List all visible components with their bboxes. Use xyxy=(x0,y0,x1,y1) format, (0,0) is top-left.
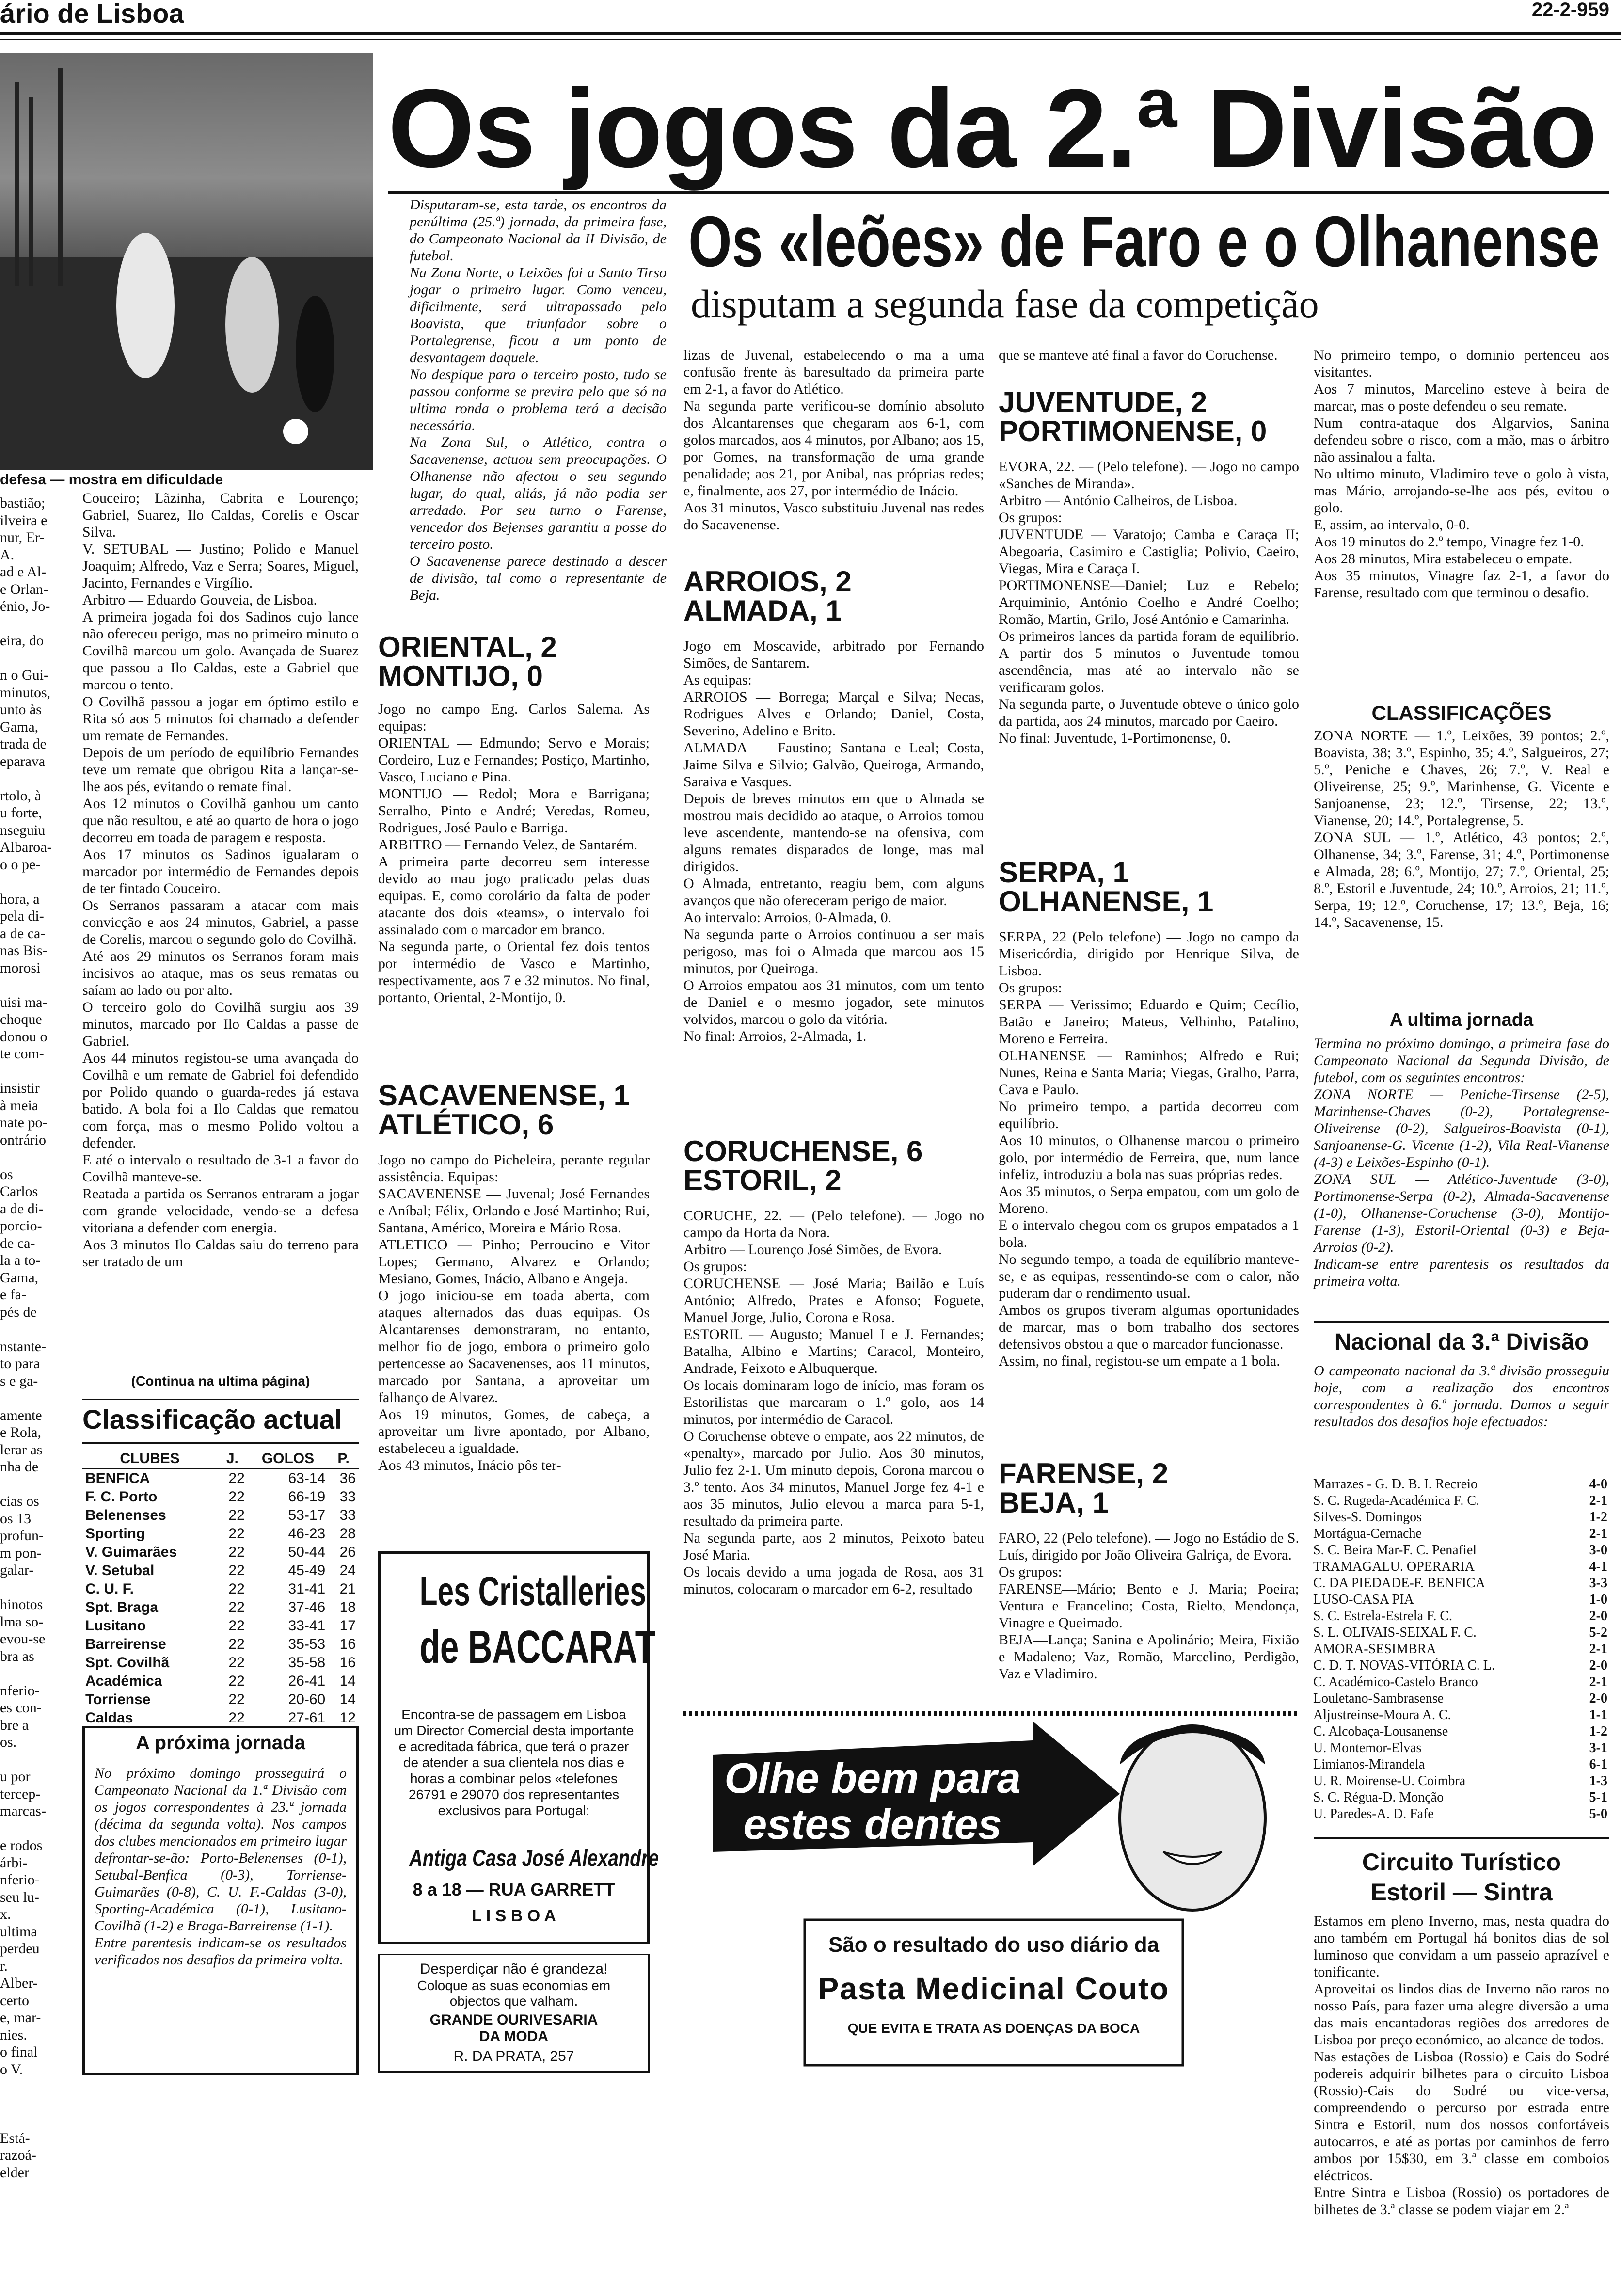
standings-played: 22 xyxy=(228,1581,245,1597)
standings-played: 22 xyxy=(228,1563,245,1578)
farense-continuation: No primeiro tempo, o dominio pertenceu aos visitantes. Aos 7 minutos, Marcelino esteve à beira de marcar, mas o poste defendeu o seu remate. Num contra-ataque dos Algarvios, Sanina defendeu sobre o risco, com a mão, mas o árbitro não assinalou a falta. No ultimo minuto, Vladimiro teve o golo à vista, mas Mário, arrojando-se-lhe aos pés, evitou o golo. E, assim, ao intervalo, 0-0. Aos 19 minutos do 2.º tempo, Vinagre fez 1-0. Aos 28 minutos, Mira estabeleceu o empate. Aos 35 minutos, Vinagre faz 2-1, a favor do Farense, resultado com que terminou o desafio. xyxy=(1314,347,1609,601)
standings-played: 22 xyxy=(228,1655,245,1671)
nacional3-score: 5-0 xyxy=(1589,1806,1607,1821)
oriental-title: ORIENTAL, 2 MONTIJO, 0 xyxy=(378,631,557,692)
standings-club: Barreirense xyxy=(85,1636,166,1652)
arroios-title: ARROIOS, 2 ALMADA, 1 xyxy=(683,565,852,627)
nacional3-match: C. D. T. NOVAS-VITÓRIA C. L. xyxy=(1313,1658,1495,1673)
standings-club: Spt. Covilhã xyxy=(85,1655,170,1671)
couto-brand: Pasta Medicinal Couto xyxy=(818,1971,1170,2006)
standings-header-golos: GOLOS xyxy=(248,1450,328,1469)
standings-goals: 35-58 xyxy=(288,1655,326,1671)
standings-club: Lusitano xyxy=(85,1618,146,1634)
nacional3-score: 1-2 xyxy=(1589,1724,1607,1739)
nacional3-score: 2-0 xyxy=(1589,1658,1607,1673)
atletico-continuation: lizas de Juvenal, estabelecendo o ma a uma confusão frente às baresultado da primeira parte em 2-1, a favor do Atlético. Na segunda parte verificou-se domínio absoluto dos Alcantarenses que chegaram aos 6-1, com golos marcados, aos 4 minutos, por Albano; aos 15, por Gomes, na transformação de uma grande penalidade; aos 21, por Anibal, nas próprias redes; e, finalmente, aos 27, por intermédio de Inácio. Aos 31 minutos, Vasco substituiu Juvenal nas redes do Sacavenense. xyxy=(683,347,984,533)
oriental-text: Jogo no campo Eng. Carlos Salema. As equipas: ORIENTAL — Edmundo; Servo e Morais; Cordeiro, Luz e Fernandes; Postiço, Martinho, Vasco, Luciano e Pina. MONTIJO — Redol; Mora e Barrigana; Serralho, Pinto e André; Veredas, Romeu, Rodrigues, José Paulo e Barriga. ARBITRO — Fernando Velez, de Santarém. A primeira parte decorreu sem interesse devido ao mau jogo praticado pelas duas equipas. E, como corolário da falta de poder atacante dos dois «teams», o intervalo foi assinalado com o marcador em branco. Na segunda parte, o Oriental fez dois tentos por intermédio de Vasco e Martinho, respectivamente, aos 7 e 32 minutos. No final, portanto, Oriental, 2-Montijo, 0. xyxy=(378,701,650,1005)
standings-row xyxy=(82,1654,359,1672)
circuito-text: Estamos em pleno Inverno, mas, nesta quadra do ano também em Portugal há bonitos dias de sol luminoso que convidam a um passeio aprazível e tonificante. Aproveitai os lindos dias de Inverno não raros no nosso País, para fazer uma alegre diversão a uma das mais encantadoras regiões dos arredores de Lisboa por preço económico, ao alcance de todos. Nas estações de Lisboa (Rossio) e Cais do Sodré podereis adquirir bilhetes para o circuito Lisboa (Rossio)-Cais do Sodré ou vice-versa, compreendendo o percurso por estrada entre Sintra e Estoril, num dos nossos confortáveis autocarros, e até as portas por caminhos de ferro ambos por 15$30, em 3.ª classe em comboios eléctricos. Entre Sintra e Lisboa (Rossio) os portadores de bilhetes de 3.ª classe se podem viajar em 2.ª xyxy=(1314,1913,1609,2217)
standings-club: Sporting xyxy=(85,1526,145,1542)
baccarat-hours: 8 a 18 — RUA GARRETT xyxy=(413,1880,615,1899)
ultima-text: Termina no próximo domingo, a primeira fase do Campeonato Nacional da Segunda Divisão, de futebol, com os seguintes encontros: ZONA NORTE — Peniche-Tirsense (2-5), Marinhense-Chaves (0-2), Portalegrense-Oliveirense (0-2), Salgueiros-Boavista (0-1), Sanjoanense-G. Vicente (1-2), Vila Real-Vianense (4-3) e Leixões-Espinho (0-1). ZONA SUL — Atlético-Juventude (3-0), Portimonense-Serpa (0-2), Almada-Sacavenense (1-0), Olhanense-Coruchense (3-0), Montijo-Farense (1-3), Estoril-Oriental (0-3) e Beja-Arroios (0-2). Indicam-se entre parentesis os resultados da primeira volta. xyxy=(1314,1036,1609,1289)
standings-club: V. Setubal xyxy=(85,1563,155,1578)
standings-goals: 35-53 xyxy=(288,1636,326,1652)
coruchense-title: CORUCHENSE, 6 ESTORIL, 2 xyxy=(683,1135,923,1196)
couto-ad-top-rule xyxy=(683,1711,1299,1716)
standings-top-rule xyxy=(82,1399,359,1400)
nacional3-match: AMORA-SESIMBRA xyxy=(1313,1642,1436,1657)
standings-points: 17 xyxy=(339,1618,356,1634)
standings-club: C. U. F. xyxy=(85,1581,134,1597)
baccarat-line2: de BACCARAT xyxy=(419,1621,655,1673)
baccarat-line1: Les Cristalleries xyxy=(419,1568,646,1614)
standings-played: 22 xyxy=(228,1691,245,1707)
standings-played: 22 xyxy=(228,1470,245,1486)
standings-goals: 26-41 xyxy=(288,1673,326,1689)
continua-note: (Continua na ultima página) xyxy=(131,1373,310,1388)
nacional3-match: Marrazes - G. D. B. I. Recreio xyxy=(1313,1477,1478,1492)
serpa-text: SERPA, 22 (Pelo telefone) — Jogo no campo da Misericórdia, dirigido por Henrique Silva, de Lisboa. Os grupos: SERPA — Verissimo; Eduardo e Quim; Cecílio, Batão e Janeiro; Mateus, Velhinho, Patalino, Moreno e Ferreira. OLHANENSE — Raminhos; Alfredo e Rui; Nunes, Reina e Santa Maria; Viegas, Gralho, Parra, Cava e Paulo. No primeiro tempo, a partida decorreu com equilíbrio. Aos 10 minutos, o Olhanense marcou o primeiro golo, por intermédio de Ferreira, que, num lance infeliz, introduziu a bola nas suas próprias redes. Aos 35 minutos, o Serpa empatou, com um golo de Moreno. E o intervalo chegou com os grupos empatados a 1 bola. No segundo tempo, a toada de equilíbrio manteve-se, e as equipas, ressentindo-se com o calor, não puderam dar o rendimento usual. Ambos os grupos tiveram algumas oportunidades de marcar, mas o bom trabalho dos sectores defensivos obstou a que o marcador funcionasse. Assim, no final, registou-se um empate a 1 bola. xyxy=(999,929,1299,1369)
farense-title: FARENSE, 2 BEJA, 1 xyxy=(999,1457,1169,1519)
nacional3-result-row xyxy=(1311,1707,1609,1723)
standings-header-clubes: CLUBES xyxy=(82,1450,217,1469)
standings-played: 22 xyxy=(228,1526,245,1542)
left-edge-column: bastião; ilveira e nur, Er- A. ad e Al- e Orlan- énio, Jo- eira, do n o Gui- minutos, unto às Gama, trada de eparava rtolo, à u forte, nseguiu Albaroa- o o pe- hora, a pela di- a de ca- nas Bis- morosi uisi ma- choque donou o te com- insistir à meia nate po- ontrário os Carlos a de di- porcio- de ca- la a to- Gama, e fa- pés de nstante- to para s e ga- amente e Rola, lerar as nha de cias os os 13 profun- m pon- galar- hinotos lma so- evou-se bra as nferio- es con- bre a os. u por tercep- marcas- e rodos árbi- nferio- seu lu- x. ultima perdeu r. Alber- certo e, mar- nies. o final o V. Está- razoá- elder xyxy=(0,495,52,2181)
standings-row xyxy=(82,1488,359,1506)
title-rule xyxy=(388,191,1609,194)
nacional3-score: 1-0 xyxy=(1589,1592,1607,1607)
ourivesaria-line1: Desperdiçar não é grandeza! xyxy=(420,1961,608,1977)
standings-goals: 27-61 xyxy=(288,1710,326,1726)
juventude-title: JUVENTUDE, 2 PORTIMONENSE, 0 xyxy=(999,386,1267,447)
standings-played: 22 xyxy=(228,1507,245,1523)
match-photo xyxy=(0,53,373,470)
standings-club: Caldas xyxy=(85,1710,133,1726)
nacional3-score: 4-0 xyxy=(1589,1477,1607,1492)
nacional3-score: 2-0 xyxy=(1589,1609,1607,1624)
standings-club: Spt. Braga xyxy=(85,1599,159,1615)
nacional3-match: Louletano-Sambrasense xyxy=(1313,1691,1444,1706)
nacional3-score: 5-1 xyxy=(1589,1790,1607,1805)
photo-caption: defesa — mostra em dificuldade xyxy=(0,472,223,488)
standings-title: Classificação actual xyxy=(82,1404,342,1435)
standings-played: 22 xyxy=(228,1544,245,1560)
nacional3-score: 2-1 xyxy=(1589,1642,1607,1657)
photo-illustration xyxy=(0,53,373,470)
circuito-title: Circuito Turístico Estoril — Sintra xyxy=(1362,1849,1561,1906)
nacional3-match: Aljustreinse-Moura A. C. xyxy=(1313,1707,1451,1722)
standings-goals: 63-14 xyxy=(288,1470,326,1486)
nacional3-match: U. R. Moirense-U. Coimbra xyxy=(1313,1773,1466,1788)
subhead-line1: Os «leões» de Faro e o Olhanense xyxy=(688,202,1600,282)
nacional3-result-row xyxy=(1311,1476,1609,1493)
nacional3-title: Nacional da 3.ª Divisão xyxy=(1334,1329,1589,1355)
standings-row xyxy=(82,1543,359,1562)
nacional3-result-row xyxy=(1311,1658,1609,1674)
standings-row xyxy=(82,1635,359,1654)
standings-rule xyxy=(82,1442,359,1444)
standings-goals: 53-17 xyxy=(288,1507,326,1523)
standings-table xyxy=(82,1450,359,1727)
baccarat-city: L I S B O A xyxy=(472,1907,556,1925)
nacional3-result-row xyxy=(1311,1674,1609,1690)
standings-club: Belenenses xyxy=(85,1507,166,1523)
covilha-report: Couceiro; Lãzinha, Cabrita e Lourenço; Gabriel, Suarez, Ilo Caldas, Corelis e Oscar Silva. V. SETUBAL — Justino; Polido e Manuel Joaquim; Alfredo, Vaz e Serra; Soares, Miguel, Jacinto, Fernandes e Virgílio. Arbitro — Eduardo Gouveia, de Lisboa. A primeira jogada foi dos Sadinos cujo lance não ofereceu perigo, mas no primeiro minuto o Covilhã marcou um golo. Avançada de Suarez que passou a Ilo Caldas, este a Gabriel que marcou o tento. O Covilhã passou a jogar em óptimo estilo e Rita só aos 5 minutos foi chamado a defender um remate de Fernandes. Depois de um período de equilíbrio Fernandes teve um remate que obrigou Rita a lançar-se-lhe aos pés, evitando o remate final. Aos 12 minutos o Covilhã ganhou um canto que não resultou, e até ao quarto de hora o jogo decorreu em toada de paragem e resposta. Aos 17 minutos os Sadinos igualaram o marcador por intermédio de Fernandes depois de ter fintado Couceiro. Os Serranos passaram a atacar com mais convicção e aos 24 minutos, Gabriel, a passe de Corelis, marcou o segundo golo do Covilhã. Até aos 29 minutos os Serranos foram mais incisivos ao ataque, mas os seus rematas ou saíam ao lado ou por alto. O terceiro golo do Covilhã surgiu aos 39 minutos, marcado por Ilo Caldas a passe de Gabriel. Aos 44 minutos registou-se uma avançada do Covilhã e um remate de Gabriel foi defendido por Polido quando o guarda-redes já estava batido. A bola foi a Ilo Caldas que rematou com força, mas o mesmo Polido voltou a defender. E até o intervalo o resultado de 3-1 a favor do Covilhã manteve-se. Reatada a partida os Serranos entraram a jogar com grande velocidade, vendo-se a defesa vitoriana a defender com energia. Aos 3 minutos Ilo Caldas saiu do terreno para ser tratado de um xyxy=(82,490,359,1270)
standings-points: 36 xyxy=(339,1470,356,1486)
nacional3-match: S. C. Rugeda-Académica F. C. xyxy=(1313,1493,1480,1508)
standings-points: 33 xyxy=(339,1507,356,1523)
couto-line1: São o resultado do uso diário da xyxy=(828,1933,1160,1957)
standings-row xyxy=(82,1525,359,1543)
standings-goals: 66-19 xyxy=(288,1489,326,1505)
couto-ad xyxy=(683,1721,1299,2075)
nacional3-score: 2-0 xyxy=(1589,1691,1607,1706)
standings-played: 22 xyxy=(228,1710,245,1726)
standings-club: Académica xyxy=(85,1673,162,1689)
standings-goals: 46-23 xyxy=(288,1526,326,1542)
nacional3-match: U. Montemor-Elvas xyxy=(1313,1740,1422,1755)
arroios-text: Jogo em Moscavide, arbitrado por Fernando Simões, de Santarem. As equipas: ARROIOS — Borrega; Marçal e Silva; Necas, Rodrigues Alves e Orlando; Daniel, Costa, Severino, Adelino e Brito. ALMADA — Faustino; Santana e Leal; Costa, Jaime Silva e Silvio; Galvão, Queiroga, Armando, Saraiva e Vasques. Depois de breves minutos em que o Almada se mostrou mais decidido ao ataque, o Arroios tomou leve ascendente, mantendo-se na ofensiva, com alguns remates disparados de longe, mas mal dirigidos. O Almada, entretanto, reagiu bem, com alguns avanços que não ofereceram perigo de maior. Ao intervalo: Arroios, 0-Almada, 0. Na segunda parte o Arroios continuou a ser mais perigoso, mas foi o Almada que marcou aos 15 minutos, por Queiroga. O Arroios empatou aos 31 minutos, com um tento de Daniel e o mesmo jogador, sete minutos volvidos, marcou o golo da vitória. No final: Arroios, 2-Almada, 1. xyxy=(683,638,984,1044)
coruchense-continuation: que se manteve até final a favor do Coruchense. xyxy=(999,347,1278,363)
nacional3-result-row xyxy=(1311,1509,1609,1526)
standings-points: 28 xyxy=(339,1526,356,1542)
ultima-title: A ultima jornada xyxy=(1389,1010,1534,1030)
standings-row xyxy=(82,1690,359,1709)
serpa-title: SERPA, 1 OLHANENSE, 1 xyxy=(999,856,1214,918)
nacional3-score: 4-1 xyxy=(1589,1559,1607,1574)
standings-header-j: J. xyxy=(217,1450,248,1469)
nacional3-result-row xyxy=(1311,1493,1609,1509)
standings-goals: 33-41 xyxy=(288,1618,326,1634)
nacional3-score: 2-1 xyxy=(1589,1526,1607,1541)
nacional3-intro: O campeonato nacional da 3.ª divisão prosseguiu hoje, com a realização dos encontros correspondentes à 6.ª jornada. Damos a seguir resultados dos desafios hoje efectuados: xyxy=(1314,1363,1609,1430)
standings-row xyxy=(82,1562,359,1580)
standings-points: 16 xyxy=(339,1655,356,1671)
standings-played: 22 xyxy=(228,1636,245,1652)
standings-points: 21 xyxy=(339,1581,356,1597)
standings-header-p: P. xyxy=(328,1450,359,1469)
standings-points: 14 xyxy=(339,1673,356,1689)
sacavenense-text: Jogo no campo do Picheleira, perante regular assistência. Equipas: SACAVENENSE — Juvenal; José Fernandes e Aníbal; Félix, Orlando e José Martinho; Rui, Santana, Américo, Moreira e Mário Rosa. ATLETICO — Pinho; Perroucino e Vitor Lopes; Germano, Alvarez e Orlando; Mesiano, Gomes, Inácio, Albano e Angeja. O jogo iniciou-se em toada aberta, com ataques alternados das duas equipas. Os Alcantarenses demonstraram, no entanto, melhor fio de jogo, embora o primeiro golo pertencesse ao Sacavenenses, aos 11 minutos, marcado por Santana, a aproveitar um falhanço de Alvarez. Aos 19 minutos, Gomes, de cabeça, a aproveitar um livre apontado, por Albano, estabeleceu a igualdade. Aos 43 minutos, Inácio pôs ter- xyxy=(378,1152,650,1473)
nacional3-match: S. L. OLIVAIS-SEIXAL F. C. xyxy=(1313,1625,1477,1640)
standings-played: 22 xyxy=(228,1489,245,1505)
nacional3-top-rule xyxy=(1314,1321,1609,1323)
standings-points: 14 xyxy=(339,1691,356,1707)
main-title: Os jogos da 2.ª Divisão xyxy=(388,66,1597,191)
nacional3-score: 6-1 xyxy=(1589,1757,1607,1772)
nacional3-result-row xyxy=(1311,1690,1609,1707)
standings-goals: 20-60 xyxy=(288,1691,326,1707)
nacional3-result-row xyxy=(1311,1806,1609,1822)
ourivesaria-name: GRANDE OURIVESARIA DA MODA xyxy=(429,2012,598,2044)
standings-played: 22 xyxy=(228,1599,245,1615)
nacional3-score: 2-1 xyxy=(1589,1674,1607,1690)
nacional3-result-row xyxy=(1311,1756,1609,1773)
ourivesaria-line2: Coloque as suas economias em objectos que valham. xyxy=(417,1978,611,2009)
nacional3-match: C. Alcobaça-Lousanense xyxy=(1313,1724,1448,1739)
circuito-top-rule xyxy=(1314,1837,1609,1839)
sacavenense-title: SACAVENENSE, 1 ATLÉTICO, 6 xyxy=(378,1079,630,1141)
masthead-date: 22-2-959 xyxy=(1531,0,1609,20)
baccarat-shop: Antiga Casa José Alexandre xyxy=(409,1846,659,1871)
subhead-line2: disputam a segunda fase da competição xyxy=(691,282,1319,326)
standings-goals: 31-41 xyxy=(288,1581,326,1597)
nacional3-match: C. Académico-Castelo Branco xyxy=(1313,1674,1478,1690)
nacional3-result-row xyxy=(1311,1773,1609,1789)
nacional3-score: 3-1 xyxy=(1589,1740,1607,1755)
couto-tag: QUE EVITA E TRATA AS DOENÇAS DA BOCA xyxy=(847,2021,1140,2036)
standings-row xyxy=(82,1672,359,1690)
nacional3-result-row xyxy=(1311,1559,1609,1575)
standings-row xyxy=(82,1469,359,1488)
nacional3-result-row xyxy=(1311,1575,1609,1592)
nacional3-match: Mortágua-Cernache xyxy=(1313,1526,1422,1541)
standings-club: F. C. Porto xyxy=(85,1489,158,1505)
nacional3-score: 3-0 xyxy=(1589,1543,1607,1558)
standings-goals: 45-49 xyxy=(288,1563,326,1578)
nacional3-result-row xyxy=(1311,1740,1609,1756)
standings-points: 26 xyxy=(339,1544,356,1560)
nacional3-result-row xyxy=(1311,1592,1609,1608)
nacional3-score: 3-3 xyxy=(1589,1576,1607,1591)
nacional3-score: 1-2 xyxy=(1589,1510,1607,1525)
standings-club: Torriense xyxy=(85,1691,151,1707)
masthead-rule-thin xyxy=(0,39,1621,40)
nacional3-match: TRAMAGALU. OPERARIA xyxy=(1313,1559,1475,1574)
nacional3-match: Limianos-Mirandela xyxy=(1313,1757,1425,1772)
nacional3-result-row xyxy=(1311,1542,1609,1559)
baccarat-body: Encontra-se de passagem em Lisboa um Director Comercial desta importante e acreditada fábrica, que terá o prazer de atender a sua clientela nos dias e horas a combinar pelos «telefones 26791 e 29070 dos representantes exclusivos para Portugal: xyxy=(394,1707,634,1818)
nacional3-result-row xyxy=(1311,1641,1609,1658)
couto-slogan: Olhe bem para estes dentes xyxy=(724,1754,1021,1848)
nacional3-score: 2-1 xyxy=(1589,1493,1607,1508)
nacional3-match: S. C. Régua-D. Monção xyxy=(1313,1790,1444,1805)
nacional3-result-row xyxy=(1311,1526,1609,1542)
juventude-text: EVORA, 22. — (Pelo telefone). — Jogo no campo «Sanches de Miranda». Arbitro — António Calheiros, de Lisboa. Os grupos: JUVENTUDE — Varatojo; Camba e Caraça II; Abegoaria, Casimiro e Castiglia; Polivio, Caeiro, Viegas, Mira e Caraça I. PORTIMONENSE—Daniel; Luz e Rebelo; Arquiminio, António Coelho e André Coelho; Romão, Martin, Grilo, José António e Camarinha. Os primeiros lances da partida foram de equilíbrio. A partir dos 5 minutos o Juventude tomou ascendência, mas até ao intervalo não se verificaram golos. Na segunda parte, o Juventude obteve o único golo da partida, aos 24 minutos, marcado por Caeiro. No final: Juventude, 1-Portimonense, 0. xyxy=(999,459,1299,746)
standings-goals: 50-44 xyxy=(288,1544,326,1560)
classificacoes-text: ZONA NORTE — 1.º, Leixões, 39 pontos; 2.º, Boavista, 38; 3.º, Espinho, 35; 4.º, Salgueiros, 27; 5.º, Peniche e Chaves, 26; 7.º, V. Real e Oliveirense, 25; 9.º, Marinhense, G. Vicente e Sanjoanense, 23; 12.º, Tirsense, 22; 13.º, Vianense, 20; 14.º, Portalegrense, 5. ZONA SUL — 1.º, Atlético, 43 pontos; 2.º, Olhanense, 34; 3.º, Farense, 31; 4.º, Portimonense e Almada, 28; 6.º, Montijo, 27; 7.º, Oriental, 25; 8.º, Estoril e Juventude, 24; 10.º, Arroios, 21; 11.º, Serpa, 19; 12.º, Coruchense, 17; 13.º, Beja, 16; 14.º, Sacavenense, 15. xyxy=(1314,728,1609,930)
proxima-title: A próxima jornada xyxy=(136,1732,305,1754)
ourivesaria-address: R. DA PRATA, 257 xyxy=(453,2048,574,2064)
nacional3-match: C. DA PIEDADE-F. BENFICA xyxy=(1313,1576,1485,1591)
standings-played: 22 xyxy=(228,1618,245,1634)
masthead-rule xyxy=(0,32,1621,35)
standings-points: 12 xyxy=(339,1710,356,1726)
standings-row xyxy=(82,1709,359,1727)
nacional3-match: S. C. Estrela-Estrela F. C. xyxy=(1313,1609,1453,1624)
nacional3-result-row xyxy=(1311,1723,1609,1740)
nacional3-match: U. Paredes-A. D. Fafe xyxy=(1313,1806,1434,1821)
nacional3-score: 5-2 xyxy=(1589,1625,1607,1640)
standings-row xyxy=(82,1580,359,1598)
standings-points: 16 xyxy=(339,1636,356,1652)
nacional3-result-row xyxy=(1311,1625,1609,1641)
masthead-name: ário de Lisboa xyxy=(0,0,184,29)
standings-row xyxy=(82,1617,359,1635)
farense-text: FARO, 22 (Pelo telefone). — Jogo no Estádio de S. Luís, dirigido por João Oliveira Galriça, de Evora. Os grupos: FARENSE—Mário; Bento e J. Maria; Poeira; Ventura e Francelino; Costa, Rielto, Mendonça, Vinagre e Queimado. BEJA—Lança; Sanina e Apolinário; Meira, Fixião e Madaleno; Vaz, Romão, Marcelino, Perdigão, Vaz e Vladimiro. xyxy=(999,1530,1299,1682)
intro-text: Disputaram-se, esta tarde, os encontros da penúltima (25.ª) jornada, da primeira fase, do Campeonato Nacional da II Divisão, de futebol. Na Zona Norte, o Leixões foi a Santo Tirso jogar o primeiro lugar. Como venceu, dificilmente, será ultrapassado pelo Boavista, que triunfador sobre o Portalegrense, ficou a um ponto de desvantagem daquele. No despique para o terceiro posto, tudo se passou conforme se previra pelo que só na ultima ronda o problema terá a decisão necessária. Na Zona Sul, o Atlético, contra o Sacavenense, actuou sem preocupações. O Olhanense não afectou o seu segundo lugar, do qual, aliás, já não podia ser arredado. Por seu turno o Farense, vencedor dos Bejenses garantiu a posse do terceiro posto. O Sacavenense parece destinado a descer de divisão, tal como o representante de Beja. xyxy=(410,197,667,603)
nacional3-score: 1-1 xyxy=(1589,1707,1607,1722)
nacional3-score: 1-3 xyxy=(1589,1773,1607,1788)
nacional3-result-row xyxy=(1311,1608,1609,1625)
nacional3-results xyxy=(1311,1476,1609,1822)
standings-club: V. Guimarães xyxy=(85,1544,177,1560)
standings-goals: 37-46 xyxy=(288,1599,326,1615)
standings-points: 18 xyxy=(339,1599,356,1615)
coruchense-text: CORUCHE, 22. — (Pelo telefone). — Jogo no campo da Horta da Nora. Arbitro — Lourenço José Simões, de Evora. Os grupos: CORUCHENSE — José Maria; Bailão e Luís António; Alfredo, Prates e Afonso; Foguete, Manuel Jorge, Julio, Corona e Rosa. ESTORIL — Augusto; Manuel I e J. Fernandes; Batalha, Albino e Martins; Caracol, Monteiro, Andrade, Feixoto e Albuquerque. Os locais dominaram logo de início, mas foram os Estorilistas que marcaram o 1.º golo, aos 14 minutos, por intermédio de Caracol. O Coruchense obteve o empate, aos 22 minutos, de «penalty», marcado por Julio. Aos 30 minutos, Julio fez 2-1. Um minuto depois, Corona marcou o 3.º tento. Aos 34 minutos, Manuel Jorge fez 4-1 e aos 35 minutos, Julio elevou a marca para 5-1, resultado da primeira parte. Na segunda parte, aos 2 minutos, Peixoto bateu José Maria. Os locais devido a uma jogada de Rosa, aos 31 minutos, colocaram o marcador em 6-2, resultado xyxy=(683,1208,984,1597)
standings-row xyxy=(82,1506,359,1525)
classificacoes-title: CLASSIFICAÇÕES xyxy=(1371,702,1552,724)
standings-points: 24 xyxy=(339,1563,356,1578)
nacional3-result-row xyxy=(1311,1789,1609,1806)
proxima-text: No próximo domingo prosseguirá o Campeonato Nacional da 1.ª Divisão com os jogos correspondentes à 23.ª jornada (décima da segunda volta). Nos campos dos clubes mencionados em primeiro lugar defrontar-se-ão: Porto-Belenenses (0-1), Setubal-Benfica (0-3), Torriense-Guimarães (0-8), C. U. F.-Caldas (3-0), Sporting-Académica (0-1), Lusitano-Covilhã (1-2) e Braga-Barreirense (1-1). Entre parentesis indicam-se os resultados verificados nos desafios da primeira volta. xyxy=(95,1765,347,1968)
nacional3-match: Silves-S. Domingos xyxy=(1313,1510,1422,1525)
standings-club: BENFICA xyxy=(85,1470,150,1486)
standings-played: 22 xyxy=(228,1673,245,1689)
nacional3-match: S. C. Beira Mar-F. C. Penafiel xyxy=(1313,1543,1477,1558)
standings-points: 33 xyxy=(339,1489,356,1505)
standings-row xyxy=(82,1598,359,1617)
nacional3-match: LUSO-CASA PIA xyxy=(1313,1592,1414,1607)
